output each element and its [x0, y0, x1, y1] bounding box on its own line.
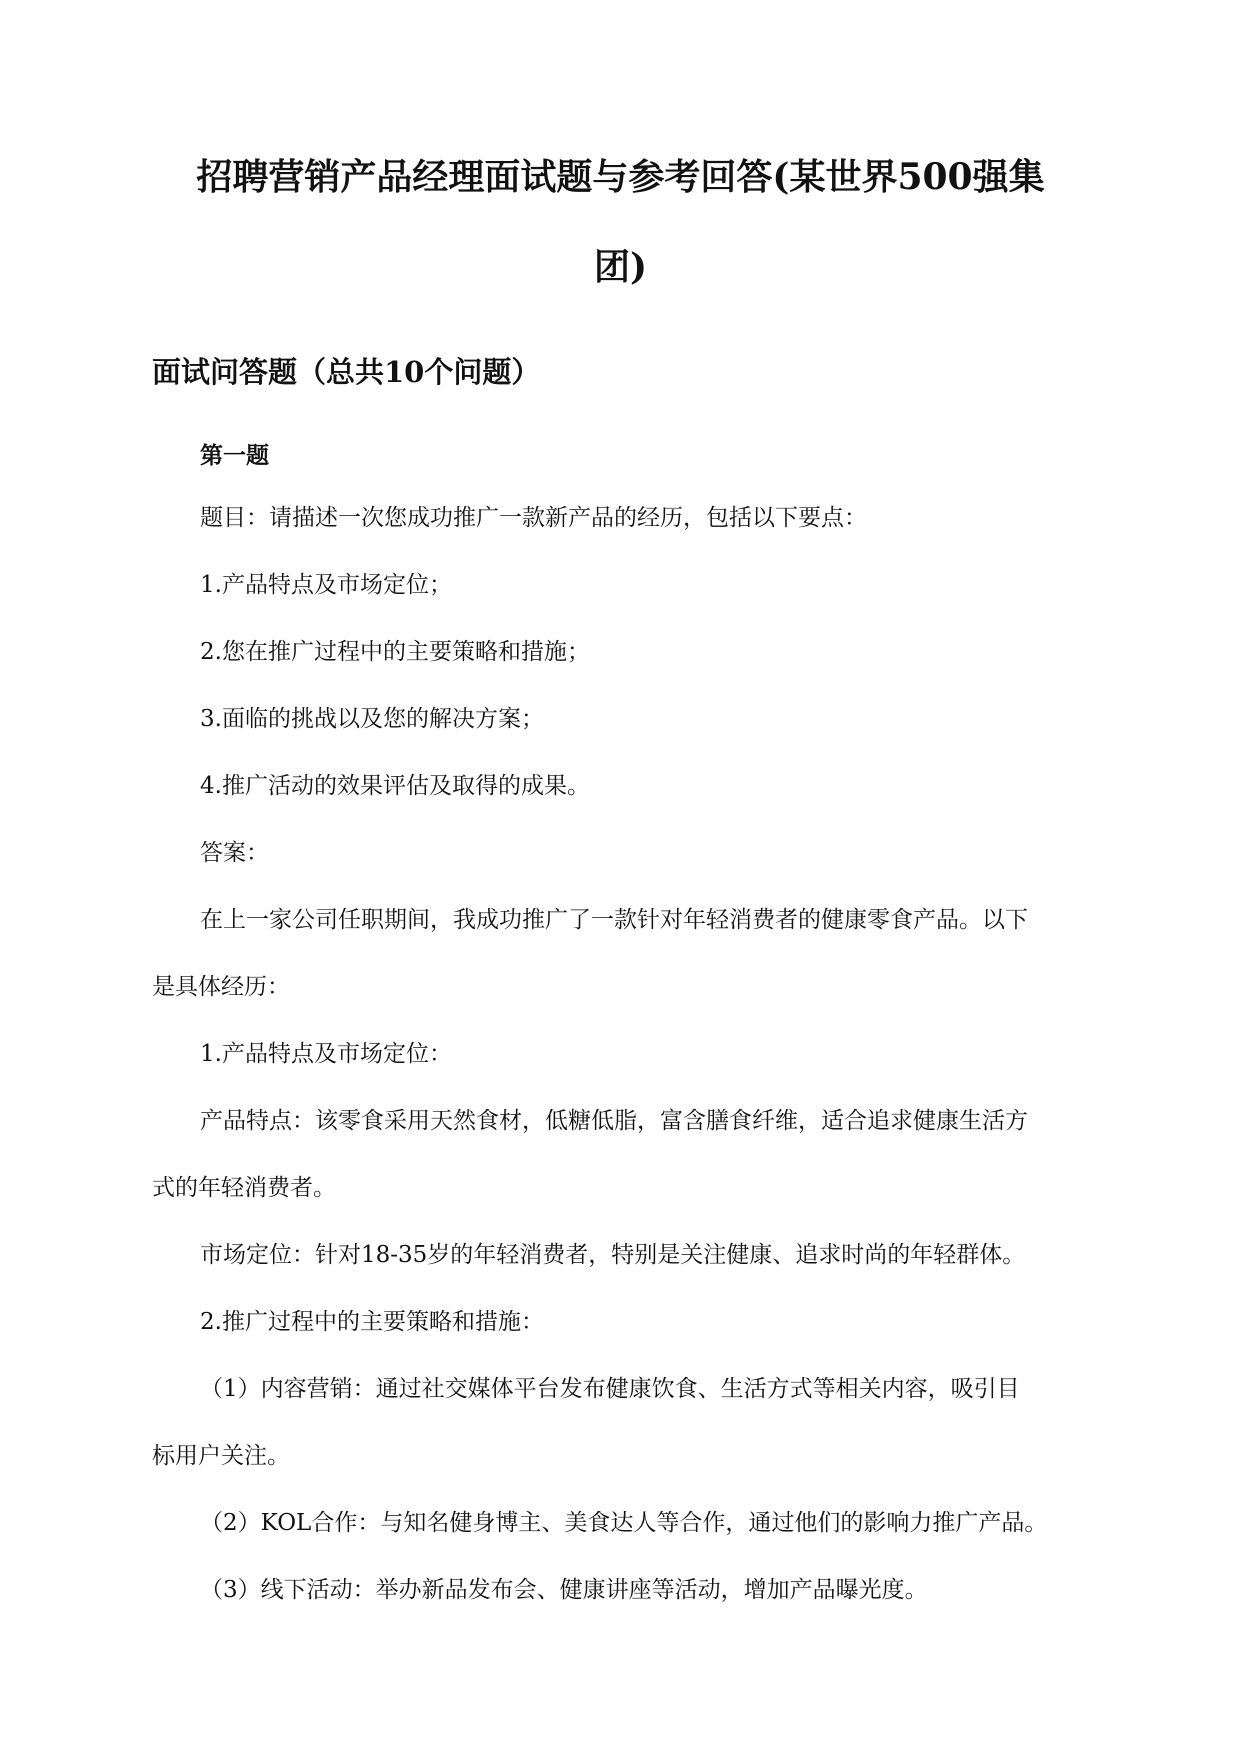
question-point: 3.面临的挑战以及您的解决方案；: [200, 706, 544, 732]
question-point: 2.您在推广过程中的主要策略和措施；: [200, 639, 590, 665]
strategy-item: （2）KOL合作：与知名健身博主、美食达人等合作，通过他们的影响力推广产品。: [200, 1510, 1048, 1536]
answer-intro: 在上一家公司任职期间，我成功推广了一款针对年轻消费者的健康零食产品。以下: [200, 907, 1028, 933]
strategy-item: （3）线下活动：举办新品发布会、健康讲座等活动，增加产品曝光度。: [200, 1577, 928, 1603]
answer-section-heading: 1.产品特点及市场定位：: [200, 1041, 452, 1067]
answer-label: 答案：: [200, 840, 269, 866]
strategy-item-continued: 标用户关注。: [152, 1443, 290, 1469]
answer-section-heading: 2.推广过程中的主要策略和措施：: [200, 1309, 544, 1335]
question-point: 1.产品特点及市场定位；: [200, 572, 452, 598]
document-title-line-2: 团): [593, 246, 648, 288]
answer-intro-continued: 是具体经历：: [152, 974, 290, 1000]
strategy-item: （1）内容营销：通过社交媒体平台发布健康饮食、生活方式等相关内容，吸引目: [200, 1376, 1020, 1402]
section-heading: 面试问答题（总共10个问题）: [152, 355, 541, 389]
document-title-line-1: 招聘营销产品经理面试题与参考回答(某世界500强集: [196, 156, 1045, 198]
question-point: 4.推广活动的效果评估及取得的成果。: [200, 773, 590, 799]
question-prompt: 题目：请描述一次您成功推广一款新产品的经历，包括以下要点：: [200, 505, 867, 531]
product-features: 产品特点：该零食采用天然食材，低糖低脂，富含膳食纤维，适合追求健康生活方: [200, 1108, 1028, 1134]
question-heading: 第一题: [200, 442, 269, 469]
market-positioning: 市场定位：针对18-35岁的年轻消费者，特别是关注健康、追求时尚的年轻群体。: [200, 1242, 1026, 1268]
product-features-continued: 式的年轻消费者。: [152, 1175, 336, 1201]
